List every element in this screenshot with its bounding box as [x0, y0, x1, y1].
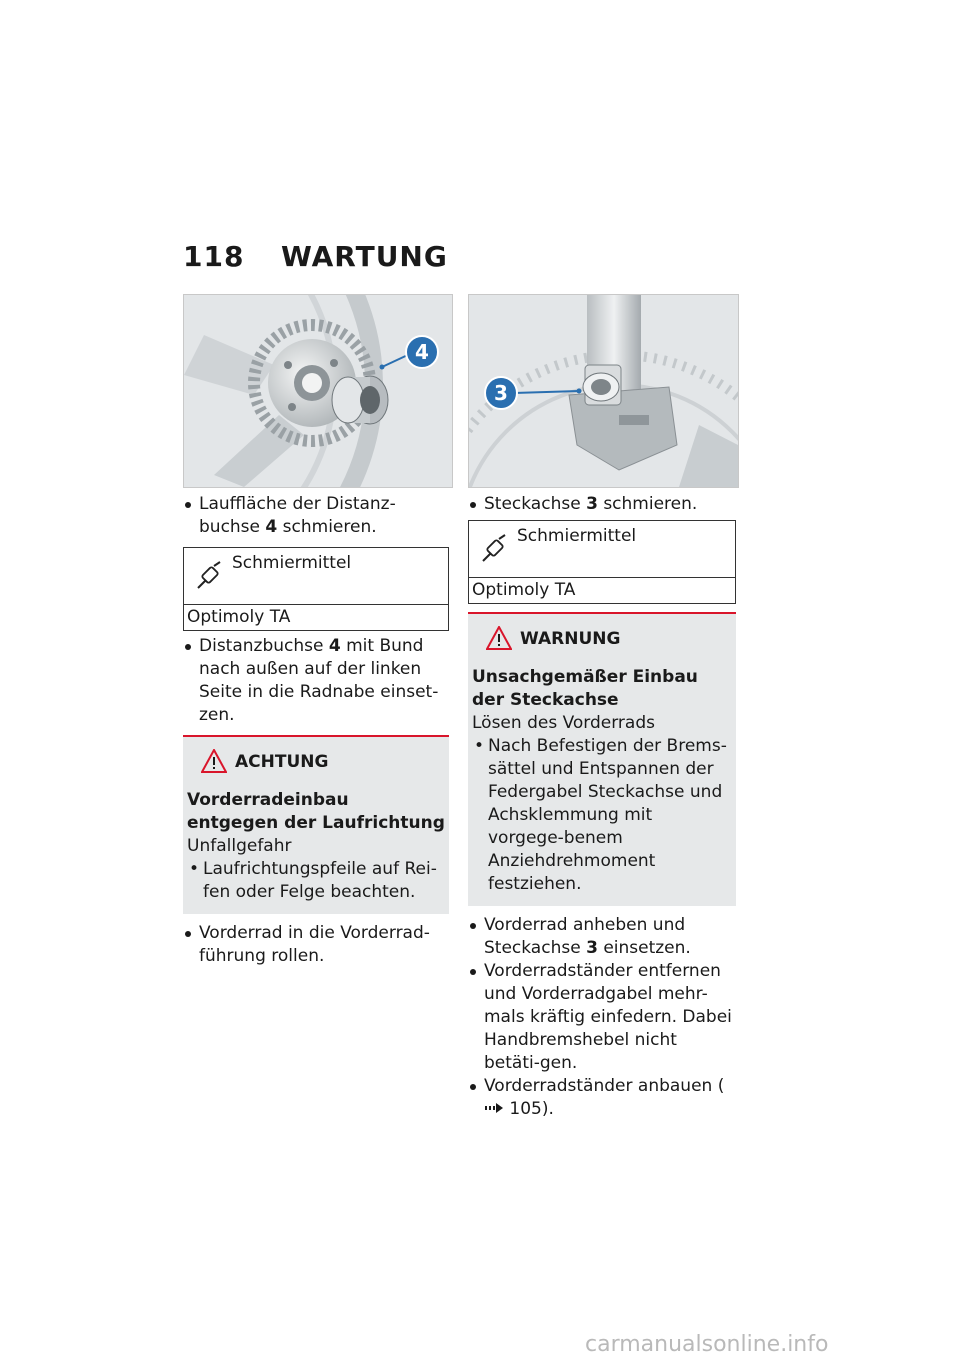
lubricant-title: Schmiermittel	[517, 526, 637, 546]
figure-spacer-bushing	[183, 294, 453, 488]
page-title: WARTUNG	[281, 240, 448, 273]
step-text: einsetzen.	[597, 938, 691, 958]
lubricant-value: Optimoly TA	[187, 607, 291, 627]
warning-heading: Unsachgemäßer Einbau der Steckachse	[472, 667, 698, 710]
warning-subtitle: Lösen des Vorderrads	[472, 713, 655, 733]
step-remove-stand: Vorderradständer entfernen und Vorderradgabel mehr-mals kräftig einfedern. Dabei Handbremshebel nicht betäti-gen.	[468, 960, 736, 1075]
step-text: schmieren.	[597, 494, 698, 514]
caution-item: • Laufrichtungspfeile auf Rei-fen oder Felge beachten.	[187, 858, 445, 904]
step-text: Vorderradständer anbauen (	[484, 1076, 725, 1096]
part-number: 3	[586, 494, 598, 514]
step-insert-axle	[468, 914, 736, 960]
warning-triangle-icon	[201, 749, 227, 773]
warning-triangle-icon	[486, 626, 512, 650]
lubricant-box	[183, 547, 449, 631]
right-column	[468, 493, 736, 1121]
caution-subtitle: Unfallgefahr	[187, 836, 292, 856]
lubricant-title: Schmiermittel	[232, 553, 352, 573]
step-roll-wheel: Vorderrad in die Vorderrad-führung rollen.	[183, 922, 449, 968]
step-insert-bushing	[183, 635, 449, 727]
step-text: Steckachse	[484, 494, 587, 514]
step-lube-bushing	[183, 493, 449, 539]
page-reference[interactable]: 105	[509, 1099, 542, 1119]
grease-gun-icon	[196, 560, 222, 590]
wheel-hub-illustration	[184, 295, 452, 487]
page-header	[183, 240, 448, 273]
step-text: schmieren.	[277, 517, 377, 537]
step-mount-stand	[468, 1075, 736, 1121]
step-text: mit Bund nach außen auf der linken Seite in die Radnabe einset-zen.	[199, 636, 439, 725]
caution-title: ACHTUNG	[235, 752, 329, 772]
caution-heading: Vorderradeinbau entgegen der Laufrichtung	[187, 790, 445, 833]
step-text: ).	[541, 1099, 554, 1119]
warning-box	[468, 612, 736, 906]
warning-title: WARNUNG	[520, 629, 621, 649]
watermark: carmanualsonline.info	[585, 1332, 829, 1357]
callout-4: 4	[415, 340, 429, 364]
left-column	[183, 493, 449, 968]
lubricant-box	[468, 520, 736, 604]
figure-axle	[468, 294, 739, 488]
step-text: Distanzbuchse	[199, 636, 329, 656]
grease-gun-icon	[481, 533, 507, 563]
part-number: 4	[265, 517, 278, 537]
fork-axle-illustration	[469, 295, 738, 487]
lubricant-value: Optimoly TA	[472, 580, 576, 600]
callout-3: 3	[494, 381, 508, 405]
caution-box	[183, 735, 449, 914]
page-reference-arrow-icon	[484, 1101, 504, 1115]
page-number: 118	[183, 240, 245, 273]
step-text: Vorderrad anheben und Steckachse	[484, 915, 686, 958]
step-text: Lauffläche der Distanz-buchse	[199, 494, 396, 537]
part-number: 3	[586, 938, 598, 958]
warning-item: • Nach Befestigen der Brems-sättel und Entspannen der Federgabel Steckachse und Achsklemmung mit vorgege-benem Anziehdrehmoment festziehen.	[472, 735, 732, 896]
part-number: 4	[328, 636, 341, 656]
step-lube-axle	[468, 493, 736, 516]
